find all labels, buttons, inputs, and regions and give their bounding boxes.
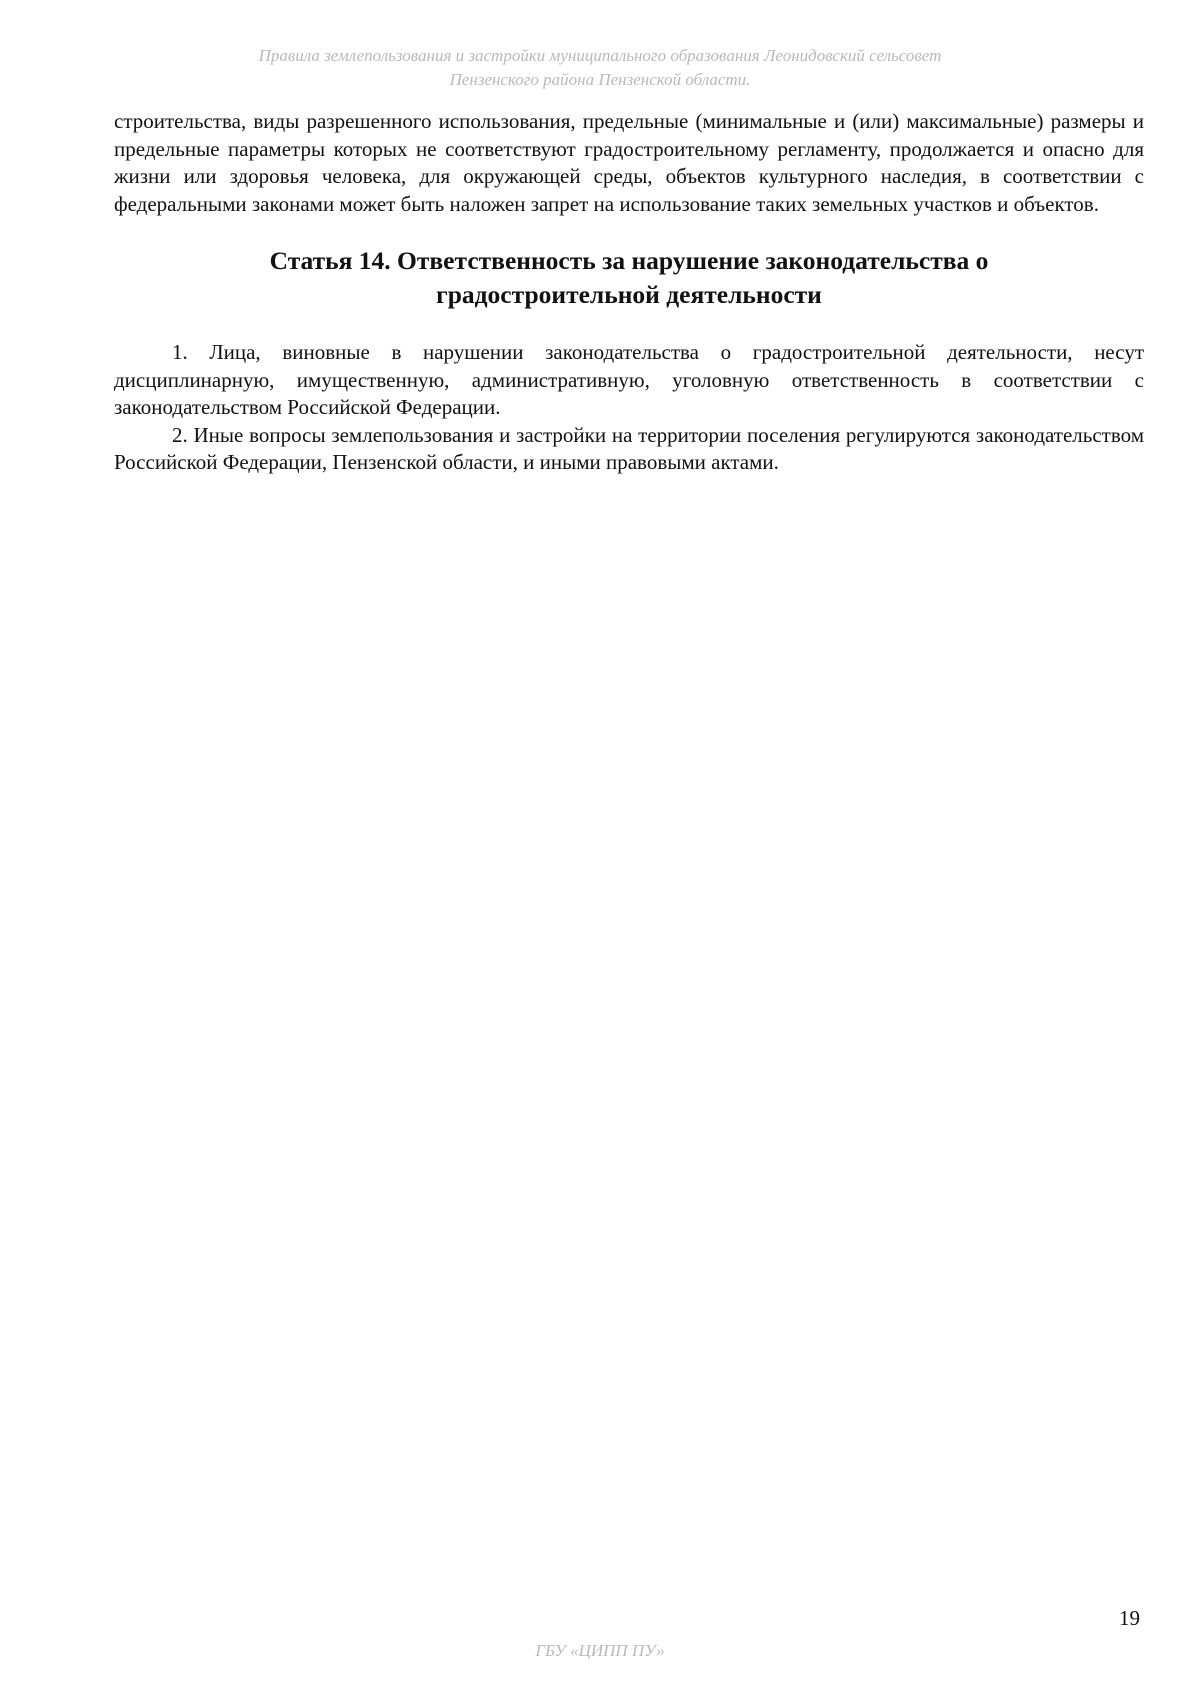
running-header [160,44,1040,92]
article-title-line-1: Статья 14. Ответственность за нарушение законодательства о [269,246,989,275]
document-body [114,108,1144,477]
article-title [114,244,1144,312]
running-header-line-1: Правила землепользования и застройки муниципального образования Леонидовский сельсовет [258,46,942,65]
continuation-paragraph: строительства, виды разрешенного использования, предельные (минимальные и (или) максимальные) размеры и предельные параметры которых не соответствуют градостроительному регламенту, продолжается и опасно для жизни или здоровья человека, для окружающей среды, объектов культурного наследия, в соответствии с федеральными законами может быть наложен запрет на использование таких земельных участков и объектов. [114,109,1144,216]
running-footer: ГБУ «ЦИПП ПУ» [535,1641,665,1660]
article-item-1: 1. Лица, виновные в нарушении законодательства о градостроительной деятельности, несут дисциплинарную, имущественную, административную, уголовную ответственность в соответствии с законодательством Российской Федерации. [114,340,1144,419]
running-header-line-2: Пензенского района Пензенской области. [449,70,751,89]
page-number: 19 [1119,1606,1140,1630]
article-title-line-2: градостроительной деятельности [436,280,822,309]
article-item-2: 2. Иные вопросы землепользования и застройки на территории поселения регулируются законодательством Российской Федерации, Пензенской области, и иными правовыми актами. [114,422,1144,474]
